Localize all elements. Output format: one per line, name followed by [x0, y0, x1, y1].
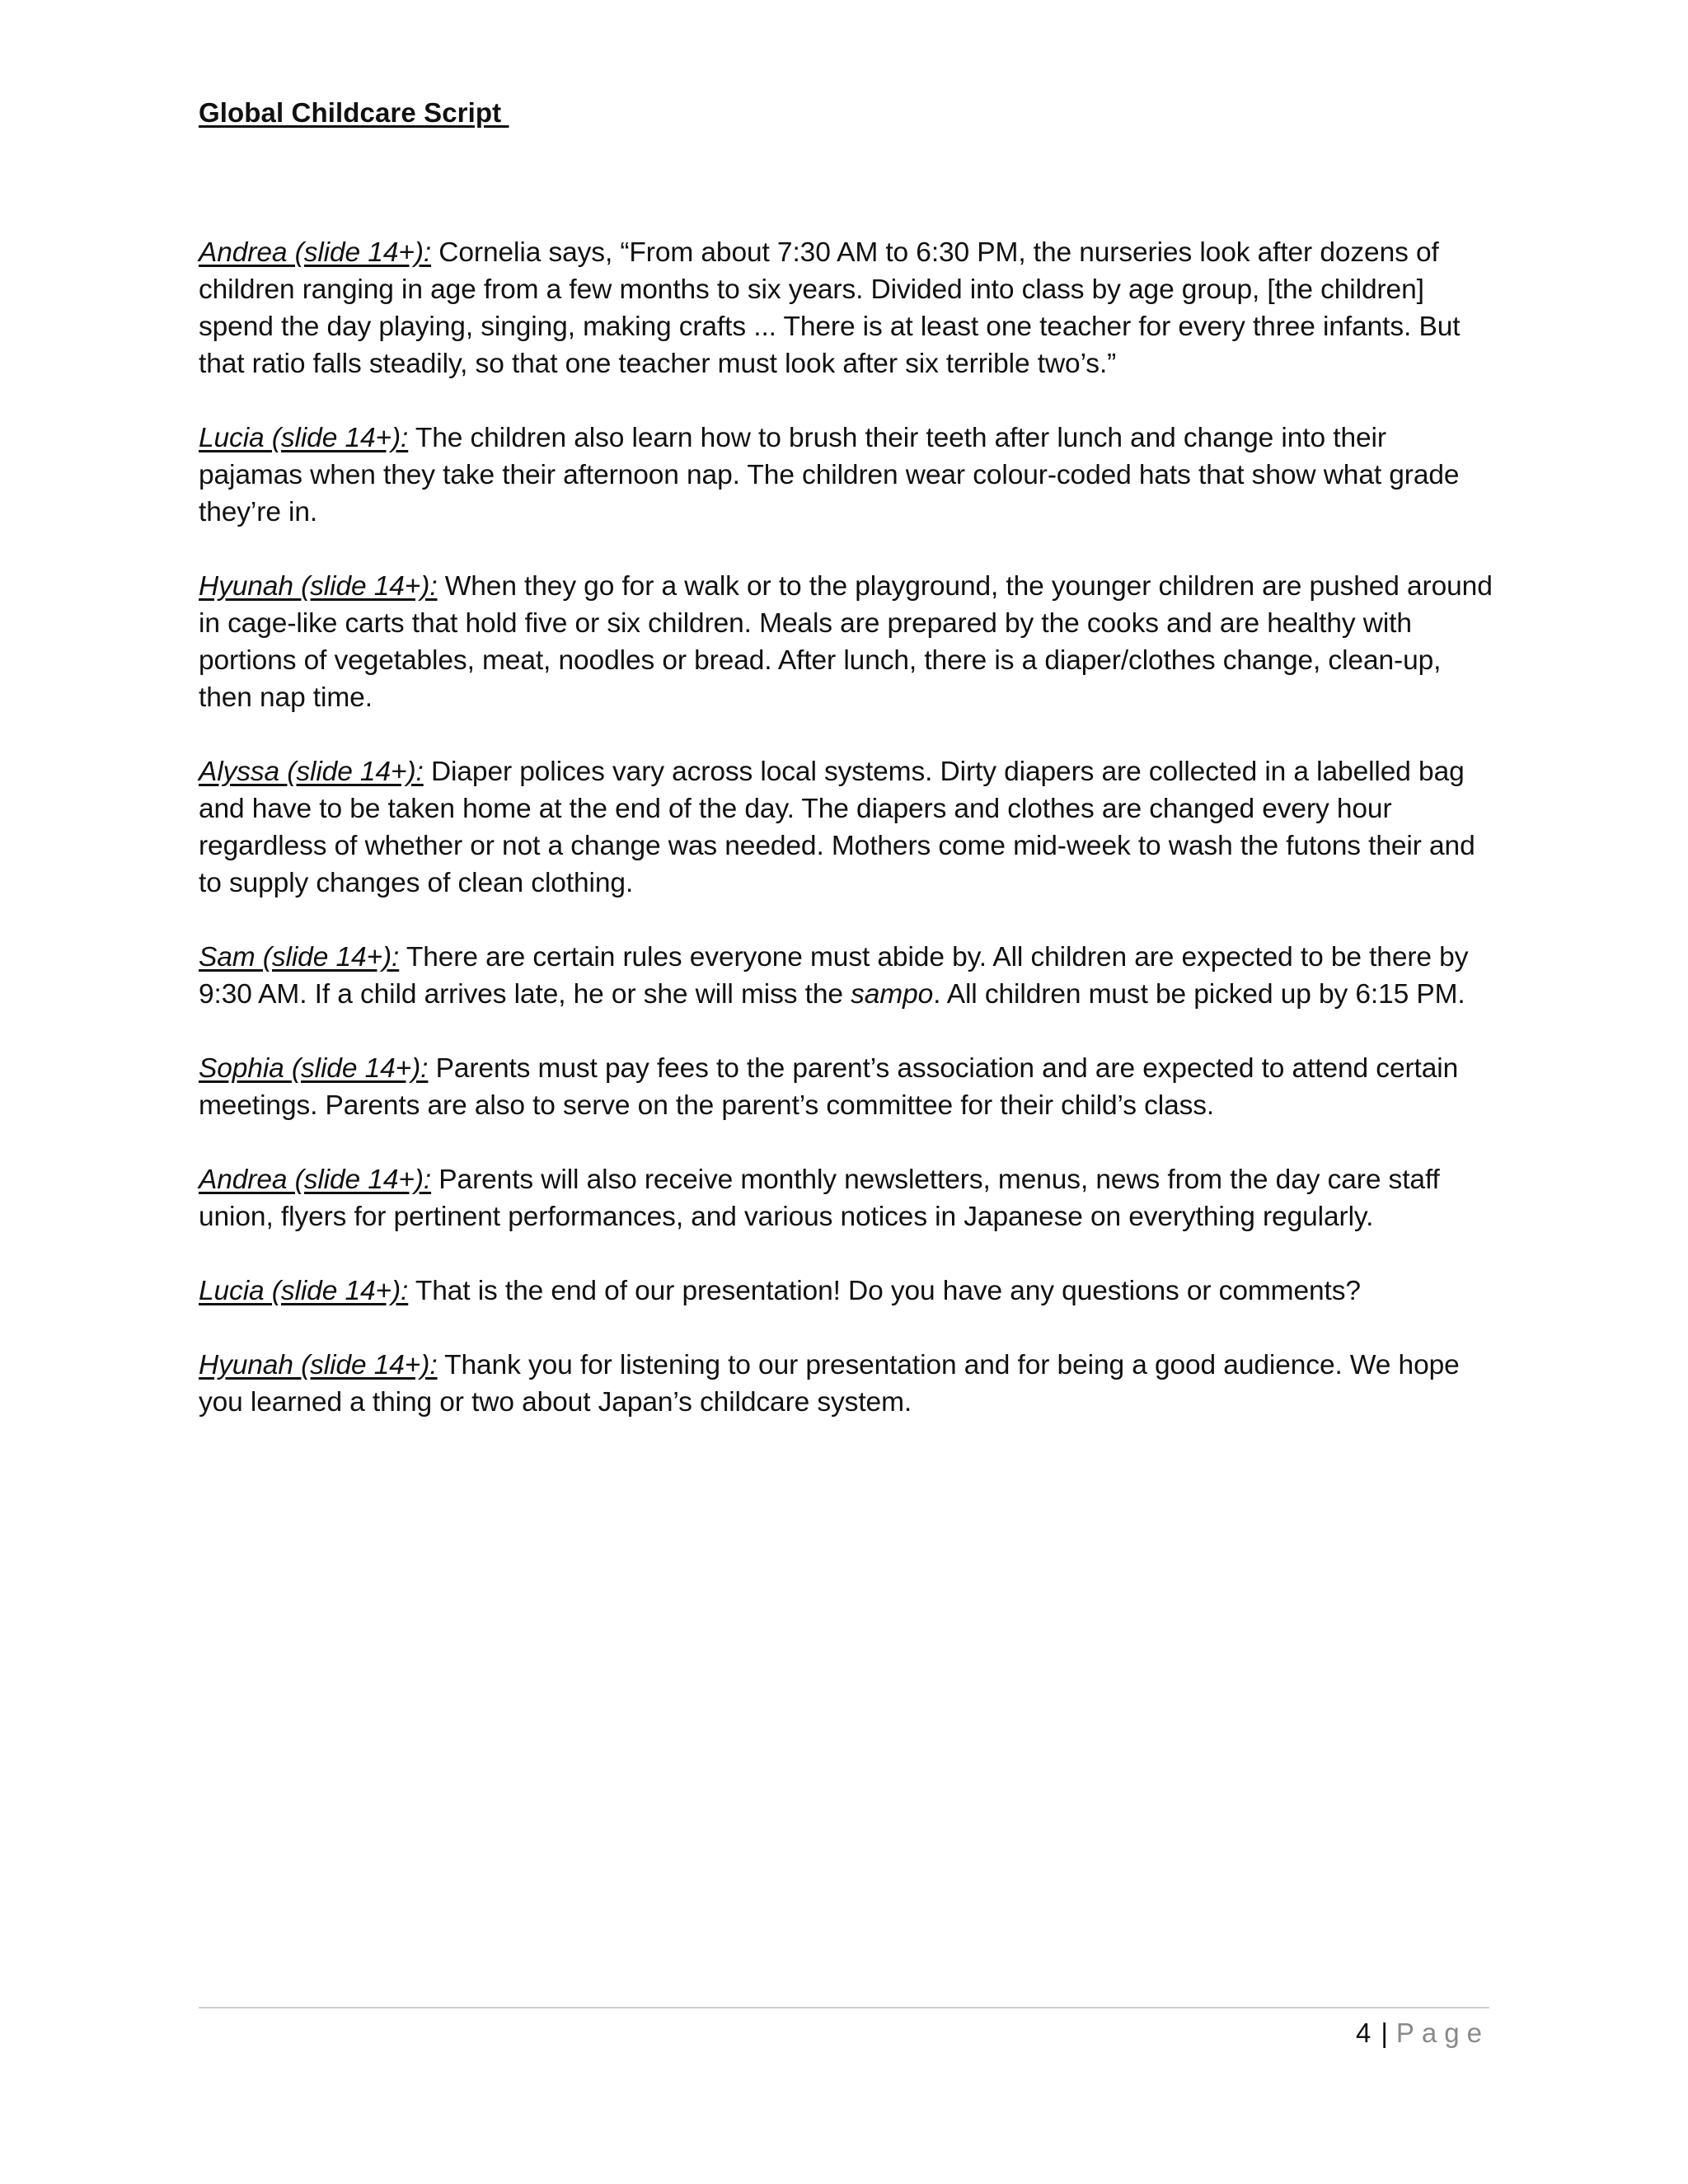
footer-separator: | [1381, 2018, 1388, 2048]
script-paragraph [199, 1050, 1493, 1124]
paragraph-text: The children also learn how to brush their teeth after lunch and change into their pajamas when they take their afternoon nap. The children wear colour-coded hats that show what grade they’re in. [199, 423, 1460, 527]
speaker-label: Hyunah (slide 14+): [199, 571, 438, 602]
page-number: 4 [1355, 2018, 1372, 2048]
speaker-label: Andrea (slide 14+): [199, 237, 432, 268]
page-footer [1356, 2013, 1489, 2053]
paragraph-text: Parents will also receive monthly newsletters, menus, news from the day care staff union, flyers for pertinent performances, and various notices in Japanese on everything regularly. [199, 1165, 1440, 1232]
script-paragraph [199, 1161, 1493, 1235]
script-paragraph [199, 419, 1493, 531]
script-paragraph [199, 234, 1493, 382]
paragraph-text: Parents must pay fees to the parent’s association and are expected to attend certain meetings. Parents are also to serve on the parent’s committee for their child’s class. [199, 1053, 1459, 1121]
paragraph-text: Diaper polices vary across local systems. Dirty diapers are collected in a labelled bag and have to be taken home at the end of the day. The diapers and clothes are changed every hour regardless of whether or not a change was needed. Mothers come mid-week to wash the futons their and to supply changes of clean clothing. [199, 757, 1475, 898]
speaker-label: Alyssa (slide 14+): [199, 757, 424, 787]
emphasized-term: sampo [851, 979, 934, 1010]
script-body [199, 234, 1493, 1458]
paragraph-text: Cornelia says, “From about 7:30 AM to 6:30 PM, the nurseries look after dozens of children ranging in age from a few months to six years. Divided into class by age group, [the children] spend the day playing, singing, making crafts ... There is at least one teacher for every three infants. But that ratio falls steadily, so that one teacher must look after six terrible two’s.” [199, 237, 1461, 379]
script-paragraph [199, 1347, 1493, 1421]
paragraph-text: . All children must be picked up by 6:15 PM. [933, 979, 1465, 1010]
script-paragraph [199, 939, 1493, 1013]
speaker-label: Lucia (slide 14+): [199, 1276, 409, 1306]
paragraph-text: When they go for a walk or to the playground, the younger children are pushed around in cage-like carts that hold five or six children. Meals are prepared by the cooks and are healthy with portions of vegetables, meat, noodles or bread. After lunch, there is a diaper/clothes change, clean-up, then nap time. [199, 571, 1493, 713]
script-paragraph [199, 568, 1493, 716]
speaker-label: Lucia (slide 14+): [199, 423, 409, 453]
footer-divider [199, 2007, 1489, 2008]
speaker-label: Hyunah (slide 14+): [199, 1350, 438, 1380]
script-paragraph [199, 1272, 1493, 1310]
speaker-label: Sophia (slide 14+): [199, 1053, 429, 1084]
speaker-label: Andrea (slide 14+): [199, 1165, 432, 1195]
page-label: Page [1395, 2018, 1489, 2048]
paragraph-text: That is the end of our presentation! Do you have any questions or comments? [408, 1276, 1361, 1306]
paragraph-text: There are certain rules everyone must abide by. All children are expected to be there by 9:30 AM. If a child arrives late, he or she will miss the [199, 942, 1469, 1010]
speaker-label: Sam (slide 14+): [199, 942, 400, 972]
paragraph-text: Thank you for listening to our presentation and for being a good audience. We hope you learned a thing or two about Japan’s childcare system. [199, 1350, 1460, 1418]
document-title: Global Childcare Script [199, 97, 509, 128]
script-paragraph [199, 753, 1493, 902]
